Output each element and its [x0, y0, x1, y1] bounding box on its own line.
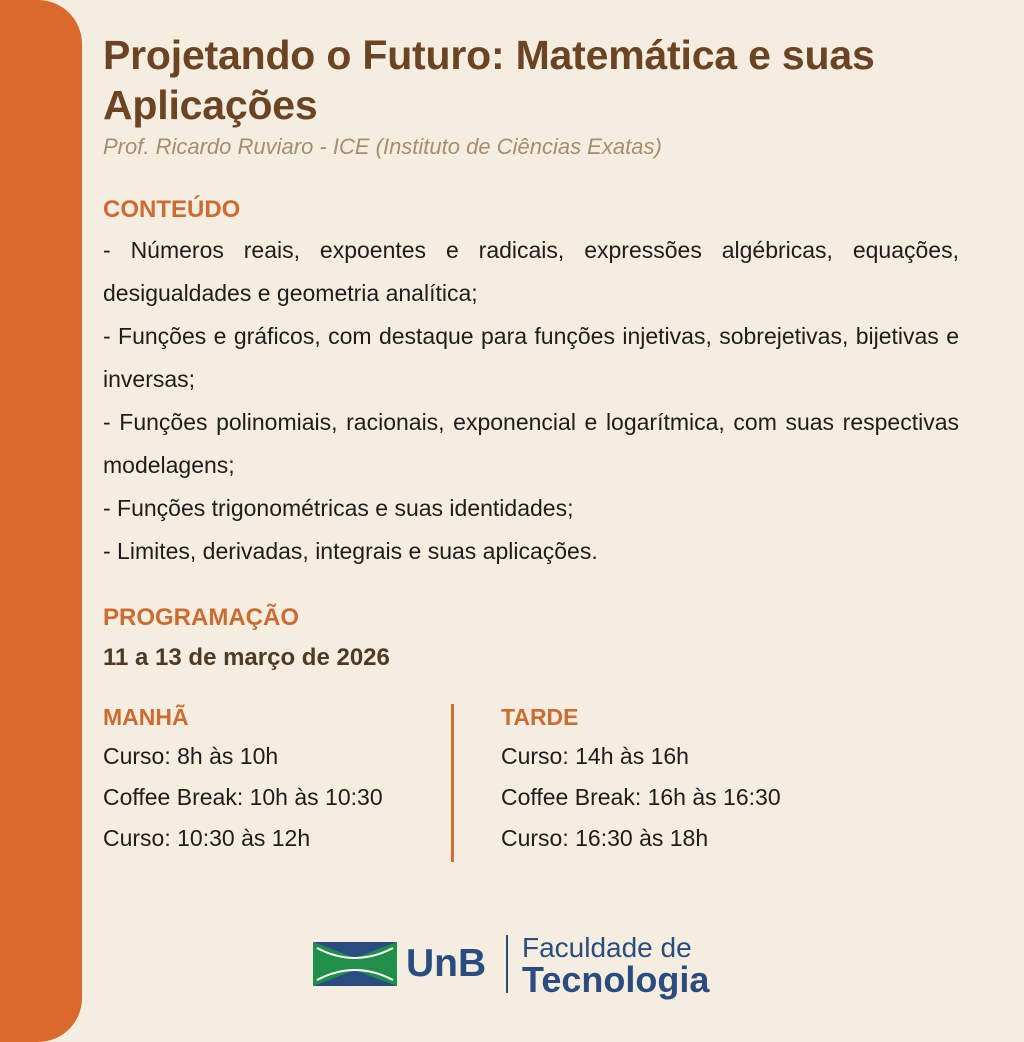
flyer-content	[103, 30, 959, 862]
morning-list	[103, 736, 383, 859]
morning-heading: MANHÃ	[103, 704, 189, 730]
afternoon-column	[501, 702, 781, 859]
schedule-item: Coffee Break: 10h às 10:30	[103, 784, 383, 810]
faculty-name-line1: Faculdade de	[522, 932, 692, 963]
afternoon-heading: TARDE	[501, 704, 579, 730]
schedule-item: Curso: 10:30 às 12h	[103, 825, 311, 851]
afternoon-list	[501, 736, 781, 859]
side-accent-bar	[0, 0, 82, 1042]
content-item: - Funções e gráficos, com destaque para funções injetivas, sobrejetivas, bijetivas e inversas;	[103, 323, 959, 392]
content-list	[103, 229, 959, 573]
content-heading: CONTEÚDO	[103, 196, 241, 223]
content-item: - Funções trigonométricas e suas identidades;	[103, 495, 574, 521]
schedule-item: Curso: 14h às 16h	[501, 743, 689, 769]
faculty-name-line2: Tecnologia	[522, 959, 710, 1000]
content-item: - Números reais, expoentes e radicais, expressões algébricas, equações, desigualdades e geometria analítica;	[103, 237, 959, 306]
schedule-item: Curso: 8h às 10h	[103, 743, 279, 769]
schedule-divider	[451, 704, 454, 862]
schedule-item: Curso: 16:30 às 18h	[501, 825, 709, 851]
instructor-subtitle: Prof. Ricardo Ruviaro - ICE (Instituto de Ciências Exatas)	[103, 134, 662, 159]
unb-flag-icon	[313, 942, 397, 991]
content-item: - Funções polinomiais, racionais, exponencial e logarítmica, com suas respectivas modelagens;	[103, 409, 959, 478]
page-title: Projetando o Futuro: Matemática e suas Aplicações	[103, 32, 875, 128]
schedule-date: 11 a 13 de março de 2026	[103, 644, 390, 671]
logo-divider	[506, 935, 508, 993]
schedule-heading: PROGRAMAÇÃO	[103, 604, 299, 631]
morning-column	[103, 702, 383, 859]
unb-wordmark: UnB	[406, 942, 487, 985]
schedule-item: Coffee Break: 16h às 16:30	[501, 784, 781, 810]
schedule-columns	[103, 702, 959, 862]
content-item: - Limites, derivadas, integrais e suas aplicações.	[103, 538, 598, 564]
